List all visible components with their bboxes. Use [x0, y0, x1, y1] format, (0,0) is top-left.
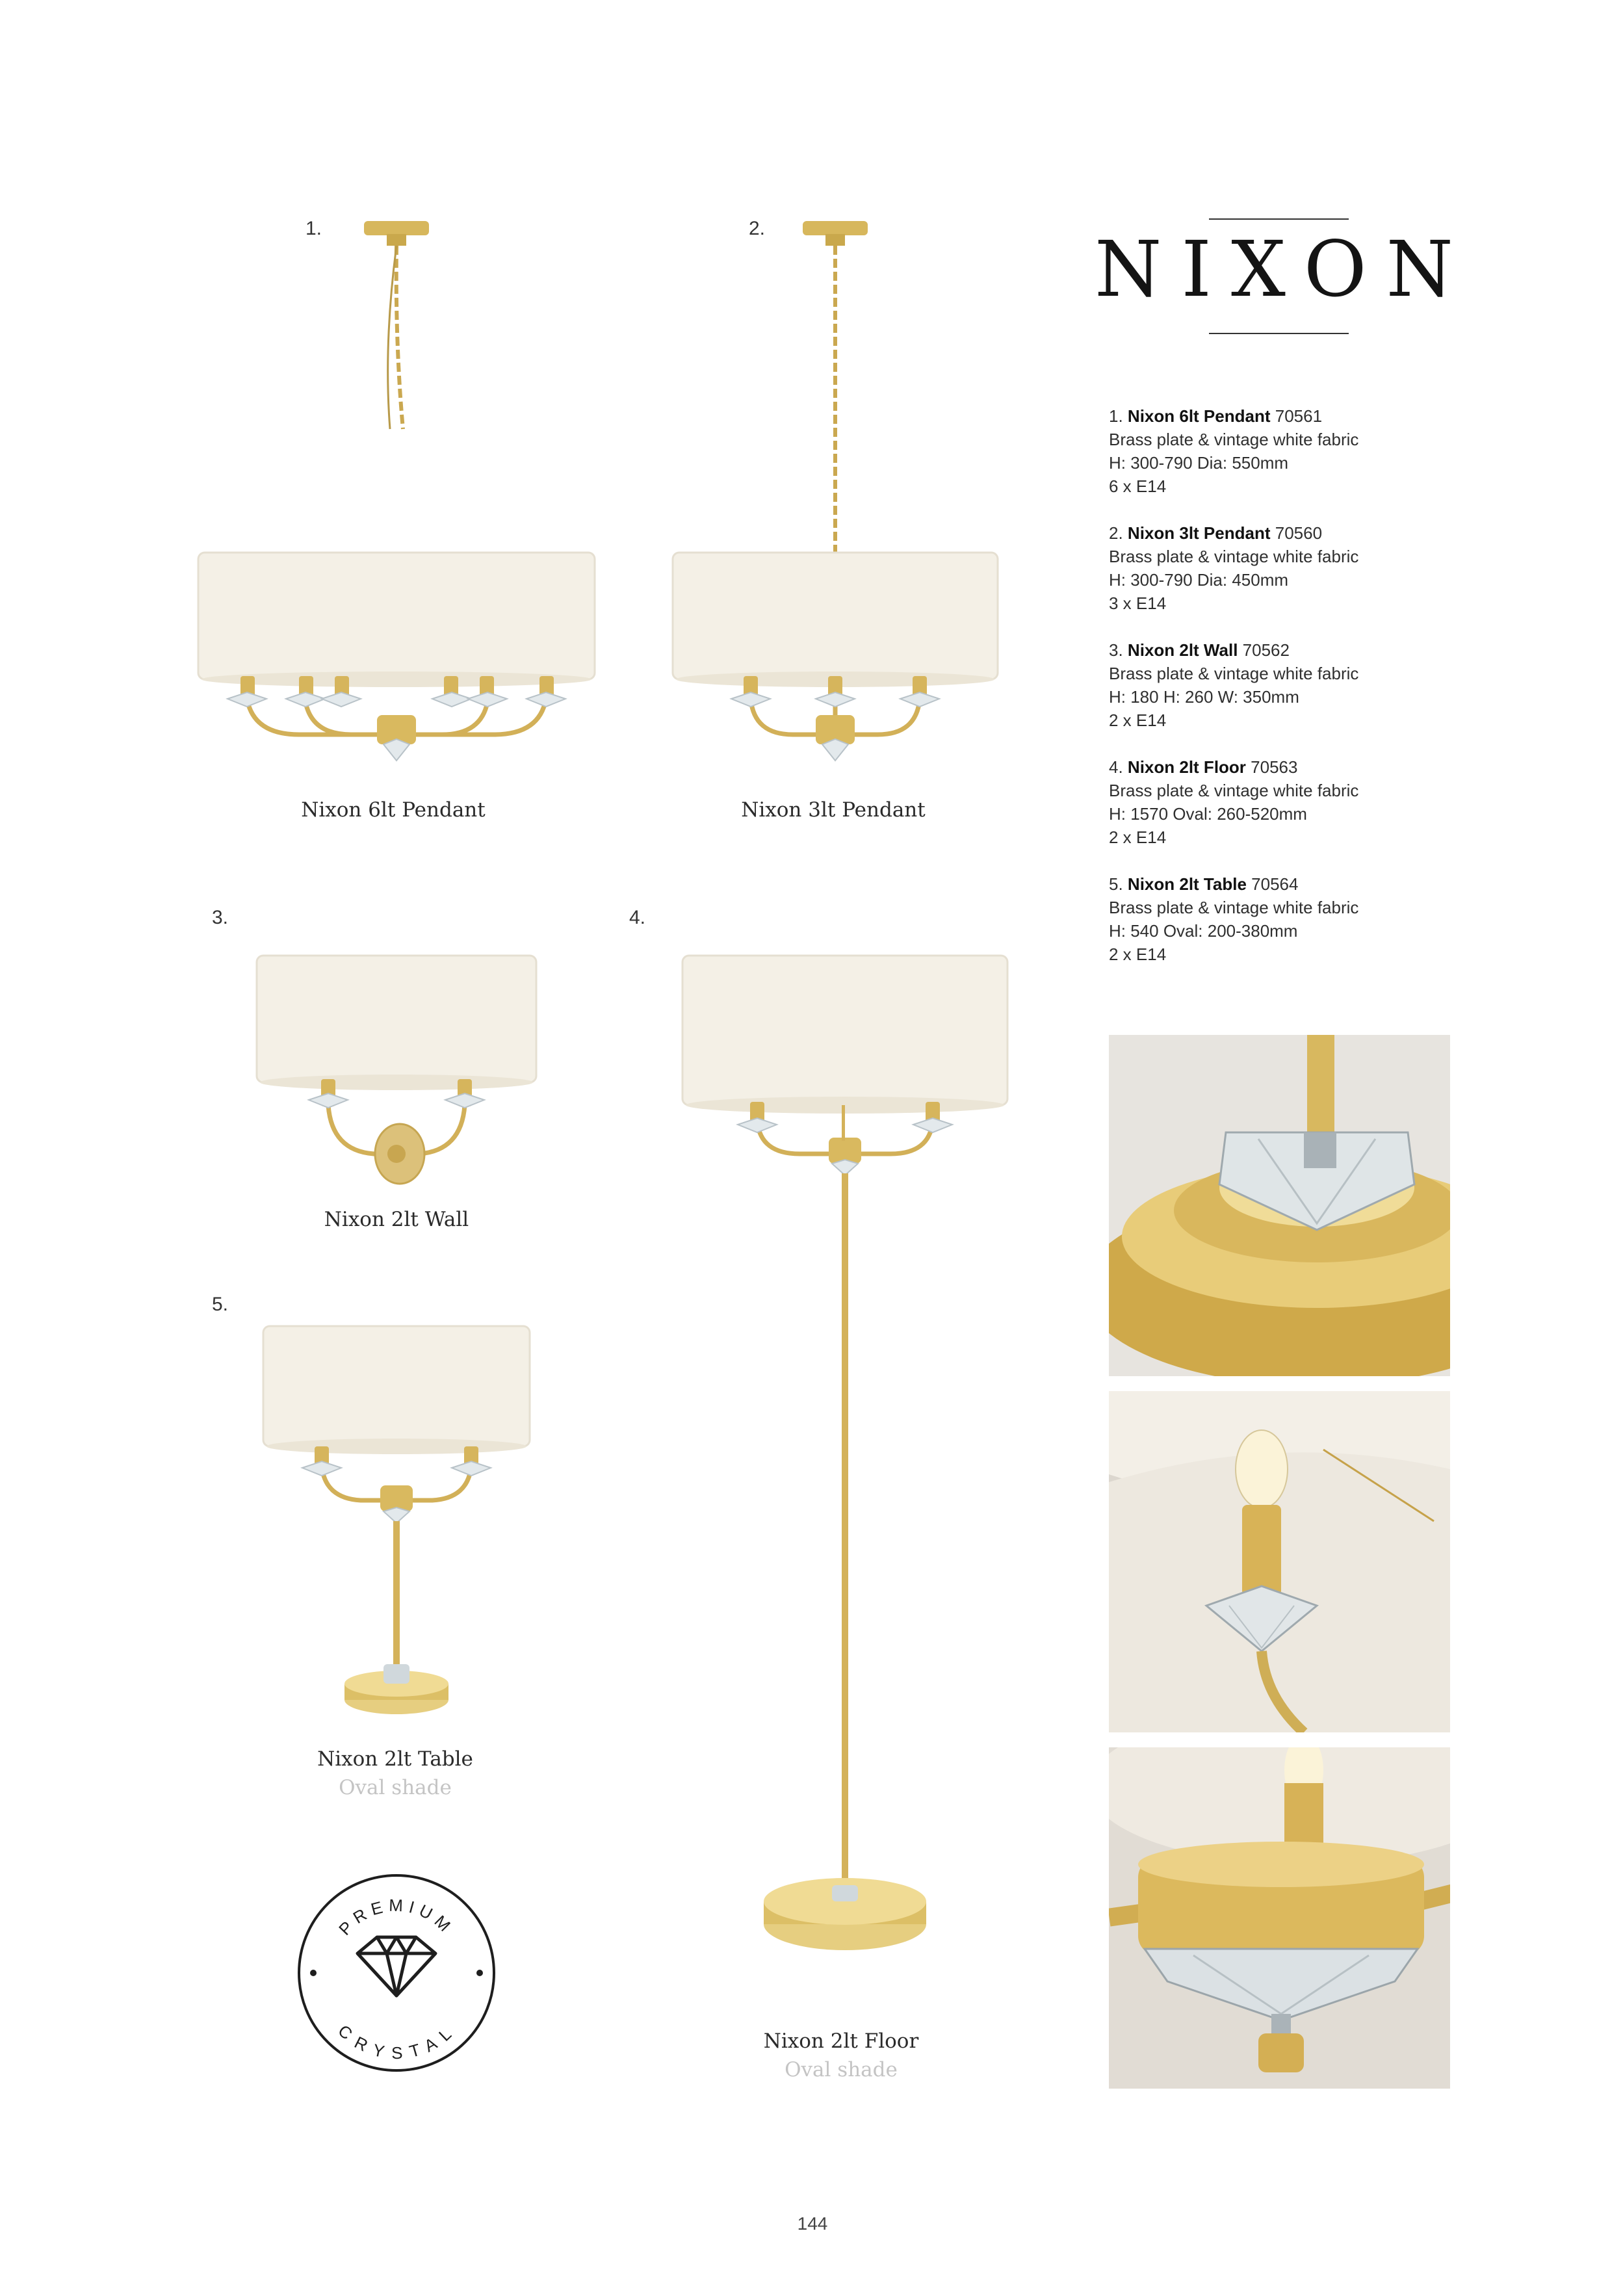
badge-dot-left-icon — [310, 1970, 317, 1976]
spec-bulbs: 2 x E14 — [1109, 711, 1167, 730]
spec-index: 5. — [1109, 874, 1123, 894]
product-number-3: 3. — [212, 907, 229, 928]
caption-pendant-6lt: Nixon 6lt Pendant — [301, 798, 486, 822]
detail-photo-base — [1109, 1035, 1450, 1376]
caption-wall-2lt: Nixon 2lt Wall — [324, 1208, 469, 1231]
detail-photo-holder — [1109, 1391, 1450, 1732]
spec-index: 2. — [1109, 523, 1123, 543]
wall-2lt-image — [250, 949, 543, 1196]
spec-block-3 — [1109, 638, 1473, 732]
product-number-1: 1. — [305, 218, 322, 239]
badge-bottom-text: CRYSTAL — [334, 2020, 460, 2063]
product-number-2: 2. — [749, 218, 766, 239]
spec-block-2 — [1109, 521, 1473, 615]
spec-block-1 — [1109, 404, 1473, 498]
spec-dims: H: 1570 Oval: 260-520mm — [1109, 804, 1307, 824]
page-number: 144 — [797, 2213, 828, 2234]
spec-dims: H: 300-790 Dia: 550mm — [1109, 453, 1289, 473]
spec-finish: Brass plate & vintage white fabric — [1109, 781, 1359, 800]
spec-index: 3. — [1109, 640, 1123, 660]
spec-name: Nixon 2lt Wall — [1127, 640, 1238, 660]
spec-code: 70562 — [1242, 640, 1290, 660]
spec-bulbs: 6 x E14 — [1109, 476, 1167, 496]
brand-title: NIXON — [1095, 224, 1473, 314]
spec-name: Nixon 6lt Pendant — [1127, 406, 1271, 426]
spec-finish: Brass plate & vintage white fabric — [1109, 547, 1359, 566]
spec-code: 70560 — [1275, 523, 1323, 543]
spec-finish: Brass plate & vintage white fabric — [1109, 664, 1359, 683]
spec-code: 70563 — [1251, 757, 1298, 777]
spec-dims: H: 540 Oval: 200-380mm — [1109, 921, 1298, 941]
spec-bulbs: 2 x E14 — [1109, 945, 1167, 964]
badge-dot-right-icon — [476, 1970, 483, 1976]
spec-bulbs: 2 x E14 — [1109, 828, 1167, 847]
spec-code: 70564 — [1251, 874, 1299, 894]
pendant-6lt-image — [188, 215, 604, 774]
table-2lt-image — [257, 1320, 536, 1723]
badge-top-text: PREMIUM — [335, 1895, 458, 1939]
spec-bulbs: 3 x E14 — [1109, 594, 1167, 613]
diamond-icon — [357, 1937, 435, 1996]
spec-index: 1. — [1109, 406, 1123, 426]
brand-rule-bottom — [1209, 333, 1349, 334]
spec-dims: H: 300-790 Dia: 450mm — [1109, 570, 1289, 590]
product-number-4: 4. — [629, 907, 646, 928]
pendant-3lt-image — [663, 215, 1001, 774]
spec-block-5 — [1109, 872, 1473, 966]
floor-2lt-image — [669, 943, 1020, 1996]
caption-pendant-3lt: Nixon 3lt Pendant — [741, 798, 926, 822]
spec-code: 70561 — [1275, 406, 1323, 426]
premium-crystal-badge — [292, 1869, 500, 2077]
spec-name: Nixon 2lt Table — [1127, 874, 1247, 894]
caption-floor-2lt: Nixon 2lt Floor — [763, 2029, 919, 2053]
caption-table-2lt: Nixon 2lt Table — [317, 1747, 473, 1771]
product-number-5: 5. — [212, 1294, 229, 1315]
brand-rule-top — [1209, 218, 1349, 220]
detail-photo-crystal — [1109, 1747, 1450, 2089]
spec-finish: Brass plate & vintage white fabric — [1109, 430, 1359, 449]
spec-dims: H: 180 H: 260 W: 350mm — [1109, 687, 1299, 707]
subcaption-table-2lt: Oval shade — [339, 1776, 452, 1799]
spec-block-4 — [1109, 755, 1473, 849]
spec-finish: Brass plate & vintage white fabric — [1109, 898, 1359, 917]
subcaption-floor-2lt: Oval shade — [785, 2058, 898, 2081]
spec-index: 4. — [1109, 757, 1123, 777]
spec-name: Nixon 3lt Pendant — [1127, 523, 1271, 543]
spec-name: Nixon 2lt Floor — [1127, 757, 1246, 777]
